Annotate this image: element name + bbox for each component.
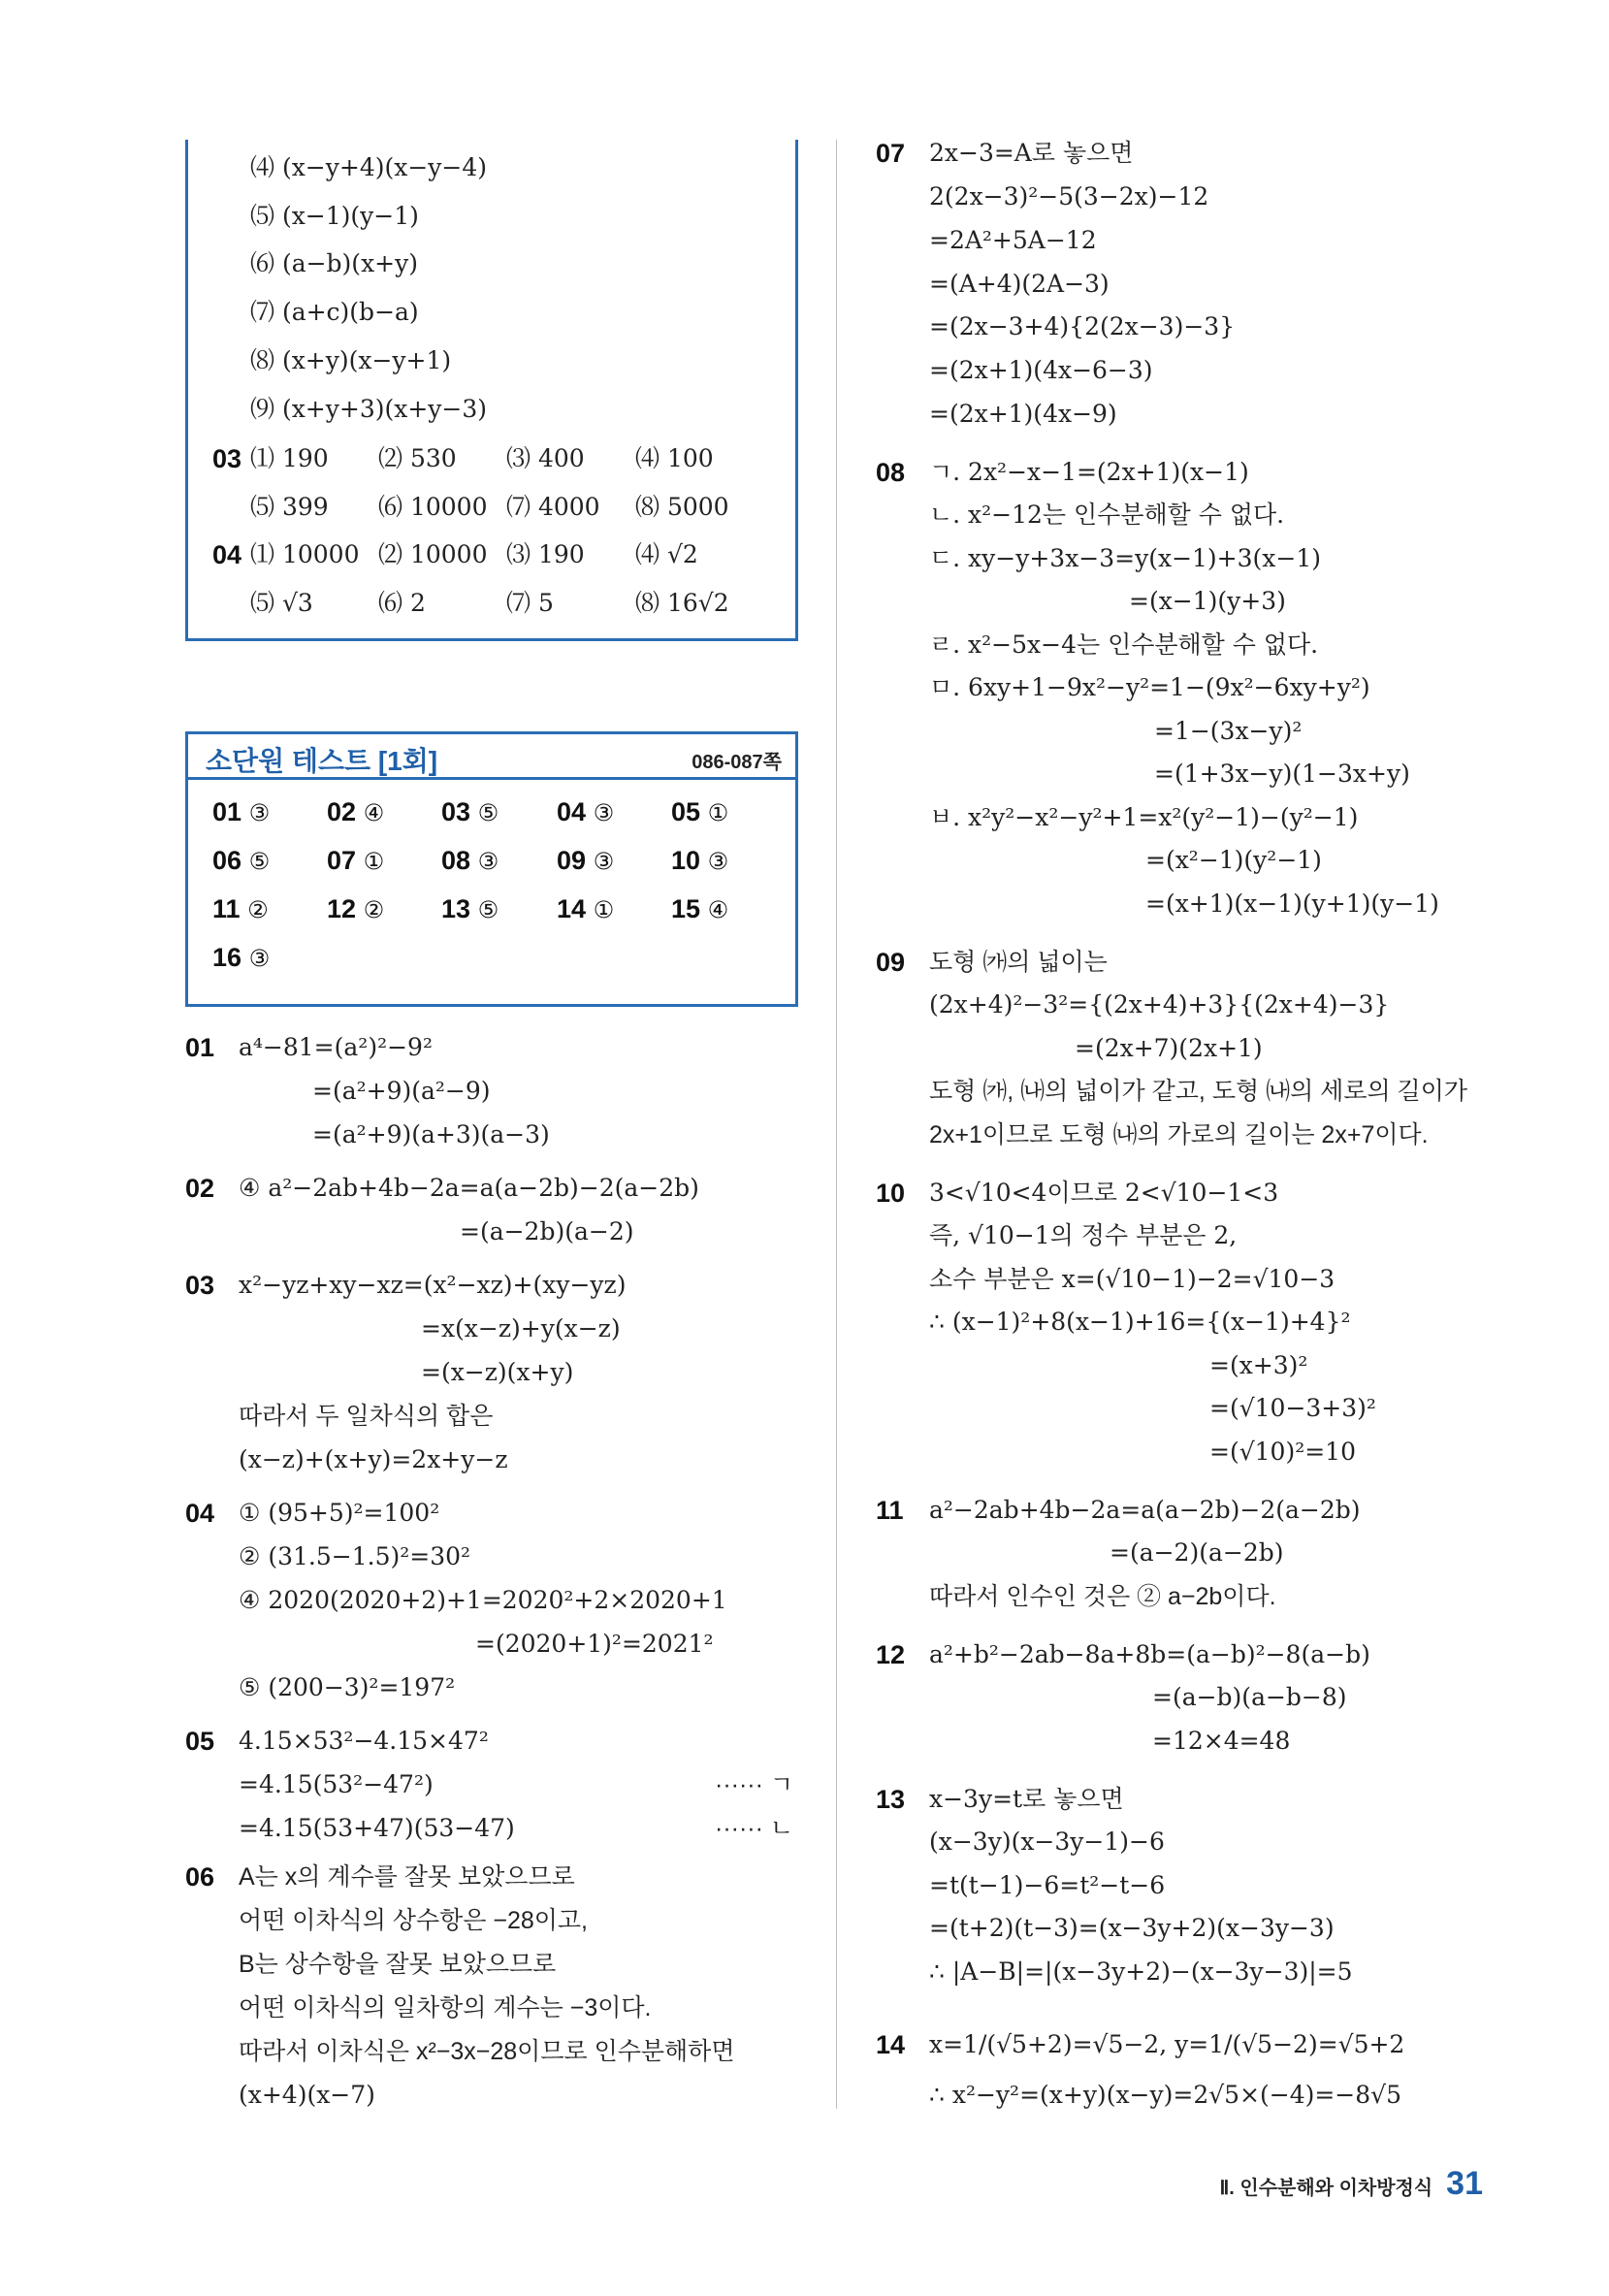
solution-number: 14 bbox=[876, 2030, 906, 2059]
solution-number: 13 bbox=[876, 1785, 906, 1814]
solution-line: ④ a²−2ab+4b−2a=a(a−2b)−2(a−2b) bbox=[239, 1174, 699, 1202]
solution-line: =(t+2)(t−3)=(x−3y+2)(x−3y−3) bbox=[929, 1914, 1335, 1942]
answer-item: ⑷ 100 bbox=[635, 444, 714, 472]
solution-line: ① (95+5)²=100² bbox=[239, 1499, 440, 1527]
solution-line: =(2x+1)(4x−6−3) bbox=[929, 356, 1153, 384]
answer-item: ⑻ 5000 bbox=[635, 493, 729, 521]
solution-line: x=1/(√5+2)=√5−2, y=1/(√5−2)=√5+2 bbox=[929, 2030, 1405, 2058]
test-answer: 15 ④ bbox=[671, 894, 729, 923]
column-divider bbox=[836, 140, 837, 2109]
solution-number: 07 bbox=[876, 139, 906, 168]
answer-line: ⑻ (x+y)(x−y+1) bbox=[250, 346, 452, 374]
question-number: 03 bbox=[212, 444, 242, 473]
solution-number: 10 bbox=[876, 1179, 906, 1208]
solution-line: ∴ x²−y²=(x+y)(x−y)=2√5×(−4)=−8√5 bbox=[929, 2081, 1401, 2109]
solution-line: x²−yz+xy−xz=(x²−xz)+(xy−yz) bbox=[239, 1271, 627, 1299]
solution-line: x−3y=t로 놓으면 bbox=[929, 1785, 1124, 1813]
test-answer: 03 ⑤ bbox=[441, 797, 499, 826]
solution-number: 09 bbox=[876, 948, 906, 977]
test-answer: 14 ① bbox=[557, 894, 615, 923]
answer-item: ⑸ 399 bbox=[250, 493, 329, 521]
solution-line: 3<√10<4이므로 2<√10−1<3 bbox=[929, 1179, 1279, 1207]
solution-line: =(√10−3+3)² bbox=[1209, 1394, 1376, 1422]
solution-line: =t(t−1)−6=t²−t−6 bbox=[929, 1871, 1166, 1899]
chapter-label: Ⅱ. 인수분해와 이차방정식 bbox=[1219, 2178, 1433, 2199]
test-answer: 09 ③ bbox=[557, 846, 615, 875]
unit-test-title: 소단원 테스트 [1회] bbox=[206, 746, 438, 776]
answer-item: ⑴ 190 bbox=[250, 444, 329, 472]
answer-item: ⑻ 16√2 bbox=[635, 589, 729, 617]
solution-number: 11 bbox=[876, 1496, 904, 1525]
solution-line: =(a−2)(a−2b) bbox=[1110, 1538, 1284, 1567]
answer-item: ⑶ 190 bbox=[506, 540, 585, 568]
answer-line: ⑼ (x+y+3)(x+y−3) bbox=[250, 395, 488, 423]
solution-line: 2x−3=A로 놓으면 bbox=[929, 139, 1134, 167]
answer-item: ⑶ 400 bbox=[506, 444, 585, 472]
solution-number: 08 bbox=[876, 458, 906, 487]
answer-item: ⑹ 10000 bbox=[378, 493, 488, 521]
solution-line: ⑤ (200−3)²=197² bbox=[239, 1673, 456, 1701]
solution-line: =(x²−1)(y²−1) bbox=[1145, 846, 1322, 874]
solution-line: 4.15×53²−4.15×47² bbox=[239, 1727, 489, 1755]
solution-number: 04 bbox=[185, 1499, 215, 1528]
answer-line: ⑷ (x−y+4)(x−y−4) bbox=[250, 153, 488, 181]
solution-line: =12×4=48 bbox=[1152, 1727, 1291, 1755]
test-answer: 08 ③ bbox=[441, 846, 499, 875]
solution-line: 즉, √10−1의 정수 부분은 2, bbox=[929, 1221, 1238, 1249]
solution-line: =(2x−3+4){2(2x−3)−3} bbox=[929, 312, 1236, 340]
solution-line: a²−2ab+4b−2a=a(a−2b)−2(a−2b) bbox=[929, 1496, 1361, 1524]
solution-line: =(x+3)² bbox=[1209, 1351, 1308, 1379]
solution-line: ㄱ. 2x²−x−1=(2x+1)(x−1) bbox=[929, 458, 1249, 486]
solution-line: (2x+4)²−3²={(2x+4)+3}{(2x+4)−3} bbox=[929, 990, 1390, 1019]
answer-line: ⑺ (a+c)(b−a) bbox=[250, 298, 419, 326]
solution-line: ㅁ. 6xy+1−9x²−y²=1−(9x²−6xy+y²) bbox=[929, 673, 1370, 701]
answer-item: ⑺ 5 bbox=[506, 589, 554, 617]
solution-line: 2x+1이므로 도형 ㈏의 가로의 길이는 2x+7이다. bbox=[929, 1121, 1429, 1148]
answer-item: ⑵ 10000 bbox=[378, 540, 488, 568]
solution-number: 03 bbox=[185, 1271, 215, 1300]
solution-line: ㄹ. x²−5x−4는 인수분해할 수 없다. bbox=[929, 631, 1319, 659]
solution-number: 01 bbox=[185, 1033, 215, 1062]
solution-line: =1−(3x−y)² bbox=[1154, 717, 1303, 745]
solution-line: =(√10)²=10 bbox=[1209, 1438, 1356, 1466]
page-footer bbox=[1219, 2165, 1483, 2203]
solution-line: =(a²+9)(a+3)(a−3) bbox=[312, 1120, 550, 1148]
solution-line: =(x+1)(x−1)(y+1)(y−1) bbox=[1145, 889, 1439, 918]
page-number: 31 bbox=[1446, 2165, 1483, 2202]
test-answer: 05 ① bbox=[671, 797, 729, 826]
answer-line: ⑹ (a−b)(x+y) bbox=[250, 249, 418, 277]
test-answer: 04 ③ bbox=[557, 797, 615, 826]
solution-line: =(2020+1)²=2021² bbox=[475, 1630, 714, 1658]
solution-line: 따라서 두 일차식의 합은 bbox=[239, 1403, 494, 1430]
solution-line: =(x−z)(x+y) bbox=[421, 1358, 574, 1386]
solution-line: ④ 2020(2020+2)+1=2020²+2×2020+1 bbox=[239, 1586, 727, 1614]
solution-number: 06 bbox=[185, 1862, 215, 1892]
solution-line: =(x−1)(y+3) bbox=[1129, 587, 1286, 615]
solution-number: 12 bbox=[876, 1640, 906, 1669]
answer-item: ⑵ 530 bbox=[378, 444, 457, 472]
solution-line: 2(2x−3)²−5(3−2x)−12 bbox=[929, 182, 1209, 210]
solution-line: ∴ |A−B|=|(x−3y+2)−(x−3y−3)|=5 bbox=[929, 1957, 1353, 1986]
solution-line: =x(x−z)+y(x−z) bbox=[421, 1314, 621, 1342]
answer-item: ⑹ 2 bbox=[378, 589, 426, 617]
solution-line: (x+4)(x−7) bbox=[239, 2081, 375, 2109]
solution-line: B는 상수항을 잘못 보았으므로 bbox=[239, 1951, 557, 1978]
solution-line: ㄷ. xy−y+3x−3=y(x−1)+3(x−1) bbox=[929, 544, 1321, 572]
solution-line: =(a−2b)(a−2) bbox=[460, 1217, 634, 1245]
solution-line: 따라서 인수인 것은 ② a−2b이다. bbox=[929, 1583, 1276, 1610]
solution-number: 05 bbox=[185, 1727, 215, 1756]
test-answer: 11 ② bbox=[212, 894, 269, 923]
test-answer: 12 ② bbox=[327, 894, 385, 923]
answer-item: ⑷ √2 bbox=[635, 540, 698, 568]
solution-line: 소수 부분은 x=(√10−1)−2=√10−3 bbox=[929, 1265, 1335, 1293]
test-answer: 01 ③ bbox=[212, 797, 271, 826]
test-answer: 07 ① bbox=[327, 846, 385, 875]
solution-line: 도형 ㈎, ㈏의 넓이가 같고, 도형 ㈏의 세로의 길이가 bbox=[929, 1078, 1468, 1105]
test-answer: 02 ④ bbox=[327, 797, 385, 826]
solution-line: =(1+3x−y)(1−3x+y) bbox=[1154, 760, 1410, 788]
solution-line: ㄴ. x²−12는 인수분해할 수 없다. bbox=[929, 501, 1285, 529]
solution-line: 도형 ㈎의 넓이는 bbox=[929, 949, 1108, 976]
answer-item: ⑺ 4000 bbox=[506, 493, 600, 521]
solution-line: =2A²+5A−12 bbox=[929, 226, 1097, 254]
solution-number: 02 bbox=[185, 1174, 215, 1203]
solution-line: A는 x의 계수를 잘못 보았으므로 bbox=[239, 1863, 575, 1891]
solution-line: (x−3y)(x−3y−1)−6 bbox=[929, 1827, 1165, 1856]
solution-line: =(a²+9)(a²−9) bbox=[312, 1077, 491, 1105]
solution-line: =(2x+7)(2x+1) bbox=[1075, 1034, 1263, 1062]
question-number: 04 bbox=[212, 540, 242, 569]
solution-line: a²+b²−2ab−8a+8b=(a−b)²−8(a−b) bbox=[929, 1640, 1370, 1668]
unit-test-header bbox=[188, 734, 795, 780]
solution-line: =(a−b)(a−b−8) bbox=[1152, 1683, 1347, 1711]
solution-line: 따라서 이차식은 x²−3x−28이므로 인수분해하면 bbox=[239, 2038, 735, 2065]
test-answer: 16 ③ bbox=[212, 943, 271, 972]
test-answer: 13 ⑤ bbox=[441, 894, 499, 923]
solution-line: =4.15(53²−47²) bbox=[239, 1770, 434, 1798]
equation-mark: ······ ㄴ bbox=[715, 1815, 794, 1842]
solution-line: ㅂ. x²y²−x²−y²+1=x²(y²−1)−(y²−1) bbox=[929, 803, 1359, 831]
test-answer: 06 ⑤ bbox=[212, 846, 271, 875]
answer-line: ⑸ (x−1)(y−1) bbox=[250, 202, 419, 230]
answer-item: ⑴ 10000 bbox=[250, 540, 360, 568]
solution-line: 어떤 이차식의 상수항은 −28이고, bbox=[239, 1907, 588, 1934]
solution-line: (x−z)+(x+y)=2x+y−z bbox=[239, 1445, 508, 1473]
solution-line: =(A+4)(2A−3) bbox=[929, 270, 1110, 298]
test-answer: 10 ③ bbox=[671, 846, 729, 875]
solution-line: ② (31.5−1.5)²=30² bbox=[239, 1542, 471, 1570]
solution-line: =4.15(53+47)(53−47) bbox=[239, 1814, 515, 1842]
unit-test-pages: 086-087쪽 bbox=[692, 752, 782, 773]
solution-line: a⁴−81=(a²)²−9² bbox=[239, 1033, 433, 1061]
solution-line: =(2x+1)(4x−9) bbox=[929, 400, 1117, 428]
equation-mark: ······ ㄱ bbox=[715, 1771, 794, 1798]
solution-line: 어떤 이차식의 일차항의 계수는 −3이다. bbox=[239, 1994, 652, 2021]
answer-item: ⑸ √3 bbox=[250, 589, 313, 617]
solution-line: ∴ (x−1)²+8(x−1)+16={(x−1)+4}² bbox=[929, 1308, 1351, 1336]
